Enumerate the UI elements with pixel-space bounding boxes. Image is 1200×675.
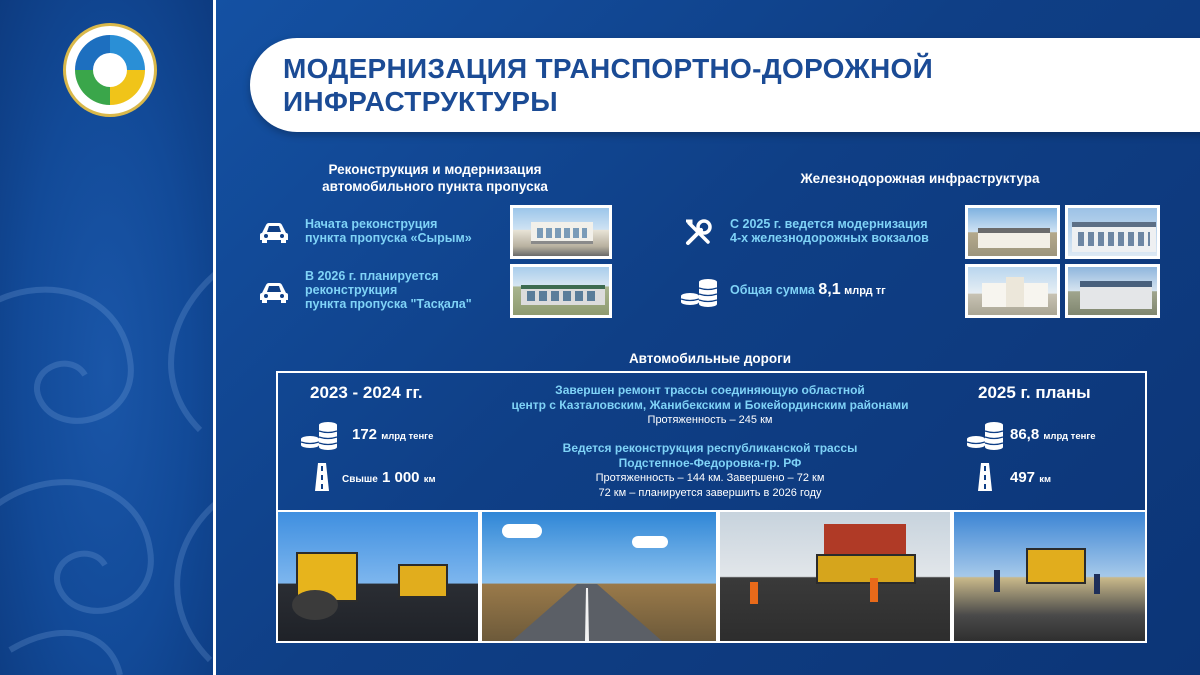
checkpoint-taskala-photo bbox=[510, 264, 612, 318]
right-money-stat: 86,8 млрд тенге bbox=[1010, 426, 1096, 443]
station-photo-3 bbox=[965, 264, 1060, 318]
coins-icon bbox=[680, 276, 720, 308]
road-photos-strip bbox=[276, 510, 1147, 643]
right-length-stat: 497 км bbox=[1010, 469, 1051, 486]
railway-total-amount: 8,1 bbox=[818, 281, 841, 298]
railway-total-text: Общая сумма 8,1 млрд тг bbox=[730, 281, 886, 298]
region-logo bbox=[63, 23, 157, 117]
years-2025-plans: 2025 г. планы bbox=[978, 383, 1091, 402]
road-icon bbox=[978, 463, 992, 491]
car-icon bbox=[258, 220, 290, 244]
highway-road-shape bbox=[482, 584, 716, 641]
asphalt-paver-photo bbox=[720, 512, 950, 641]
road-icon bbox=[315, 463, 329, 491]
car-icon bbox=[258, 280, 290, 304]
coins-icon bbox=[300, 419, 340, 451]
railway-heading: Железнодорожная инфраструктура bbox=[800, 171, 1040, 186]
ornament-pattern bbox=[0, 250, 213, 675]
road-paving-photo bbox=[954, 512, 1145, 641]
railway-modernization-text: С 2025 г. ведется модернизация 4-х железнодорожных вокзалов bbox=[730, 217, 929, 245]
roads-heading: Автомобильные дороги bbox=[628, 351, 792, 366]
road-reconstruction-block: Ведется реконструкция республиканской трассы Подстепное-Федоровка-гр. РФ Протяженность – 144 км. Завершено – 72 км 72 км – планируется завершить в 2026 году bbox=[562, 441, 858, 499]
checkpoints-heading: Реконструкция и модернизация автомобильного пункта пропуска bbox=[322, 162, 548, 194]
years-2023-2024: 2023 - 2024 гг. bbox=[310, 383, 423, 402]
station-photo-4 bbox=[1065, 264, 1160, 318]
checkpoint-2-text: В 2026 г. планируется реконструкция пункта пропуска "Тасқала" bbox=[305, 269, 472, 311]
highway-photo bbox=[482, 512, 716, 641]
tools-icon bbox=[683, 218, 713, 248]
checkpoint-syrym-photo bbox=[510, 205, 612, 259]
coins-icon bbox=[966, 419, 1006, 451]
station-photo-1 bbox=[965, 205, 1060, 259]
left-money-stat: 172 млрд тенге bbox=[352, 426, 434, 443]
left-length-stat: Свыше 1 000 км bbox=[342, 469, 436, 486]
road-roller-photo bbox=[278, 512, 478, 641]
logo-emblem-icon bbox=[75, 35, 145, 105]
station-photo-2 bbox=[1065, 205, 1160, 259]
checkpoint-1-text: Начата реконструция пункта пропуска «Сырым» bbox=[305, 217, 472, 245]
page-title: МОДЕРНИЗАЦИЯ ТРАНСПОРТНО-ДОРОЖНОЙ ИНФРАСТРУКТУРЫ bbox=[283, 53, 934, 117]
road-repair-block: Завершен ремонт трассы соединяющую областной центр с Казталовским, Жанибекским и Бокейординским районами Протяженность – 245 км bbox=[511, 383, 909, 426]
